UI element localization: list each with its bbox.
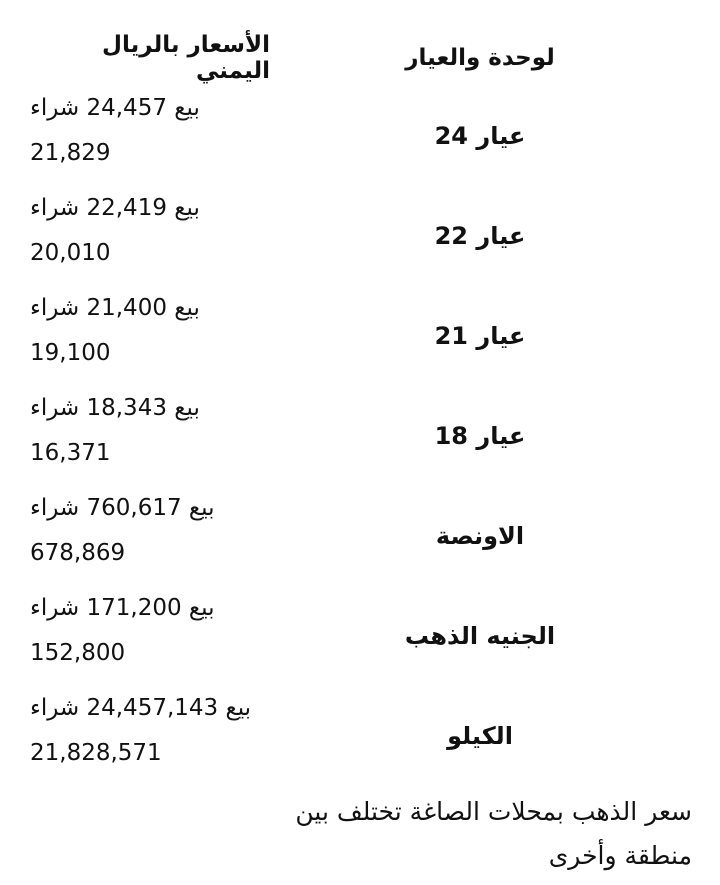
sell-price-text: بيع 24,457 شراء bbox=[30, 95, 200, 121]
buy-price: 152,800 bbox=[30, 640, 126, 666]
unit-cell bbox=[270, 386, 710, 486]
unit-label: عيار 22 bbox=[434, 222, 526, 250]
buy-price: 21,828,571 bbox=[30, 740, 162, 766]
price-cell bbox=[30, 586, 270, 686]
buy-price: 678,869 bbox=[30, 540, 126, 566]
table-row bbox=[30, 586, 710, 686]
sell-price-text: بيع 21,400 شراء bbox=[30, 295, 200, 321]
table-row bbox=[30, 286, 710, 386]
table-row bbox=[30, 486, 710, 586]
table-row bbox=[30, 686, 710, 786]
table-header-row bbox=[30, 30, 710, 86]
buy-price: 21,829 bbox=[30, 140, 111, 166]
unit-label: عيار 24 bbox=[434, 122, 526, 150]
unit-cell bbox=[270, 286, 710, 386]
header-unit-label: لوحدة والعيار bbox=[405, 45, 555, 71]
unit-cell bbox=[270, 486, 710, 586]
header-price-label: الأسعار بالريال اليمني bbox=[102, 32, 270, 84]
unit-cell bbox=[270, 86, 710, 186]
unit-cell bbox=[270, 686, 710, 786]
unit-label: الكيلو bbox=[447, 722, 513, 750]
table-row bbox=[30, 386, 710, 486]
sell-price-text: بيع 18,343 شراء bbox=[30, 395, 200, 421]
sell-price-line bbox=[30, 286, 270, 331]
sell-price-text: بيع 171,200 شراء bbox=[30, 595, 215, 621]
price-cell bbox=[30, 486, 270, 586]
unit-cell bbox=[270, 186, 710, 286]
header-cell-unit bbox=[270, 45, 710, 71]
sell-price-line bbox=[30, 486, 270, 531]
sell-price-line bbox=[30, 686, 270, 731]
sell-price-text: بيع 24,457,143 شراء bbox=[30, 695, 252, 721]
price-disclaimer-note: سعر الذهب بمحلات الصاغة تختلف بين منطقة وأخرى bbox=[295, 797, 692, 870]
price-cell bbox=[30, 286, 270, 386]
sell-price-line bbox=[30, 186, 270, 231]
price-cell bbox=[30, 386, 270, 486]
price-cell bbox=[30, 86, 270, 186]
table-row bbox=[30, 186, 710, 286]
sell-price-text: بيع 22,419 شراء bbox=[30, 195, 200, 221]
buy-price: 20,010 bbox=[30, 240, 111, 266]
price-cell bbox=[30, 686, 270, 786]
header-cell-price bbox=[30, 32, 270, 84]
unit-label: عيار 21 bbox=[434, 322, 526, 350]
sell-price-line bbox=[30, 86, 270, 131]
gold-price-table bbox=[30, 30, 710, 786]
sell-price-text: بيع 760,617 شراء bbox=[30, 495, 215, 521]
table-row bbox=[30, 86, 710, 186]
unit-label: الاونصة bbox=[435, 522, 525, 550]
buy-price: 19,100 bbox=[30, 340, 111, 366]
buy-price: 16,371 bbox=[30, 440, 111, 466]
price-cell bbox=[30, 186, 270, 286]
unit-label: الجنيه الذهب bbox=[404, 622, 556, 650]
unit-label: عيار 18 bbox=[434, 422, 526, 450]
sell-price-line bbox=[30, 386, 270, 431]
unit-cell bbox=[270, 586, 710, 686]
sell-price-line bbox=[30, 586, 270, 631]
